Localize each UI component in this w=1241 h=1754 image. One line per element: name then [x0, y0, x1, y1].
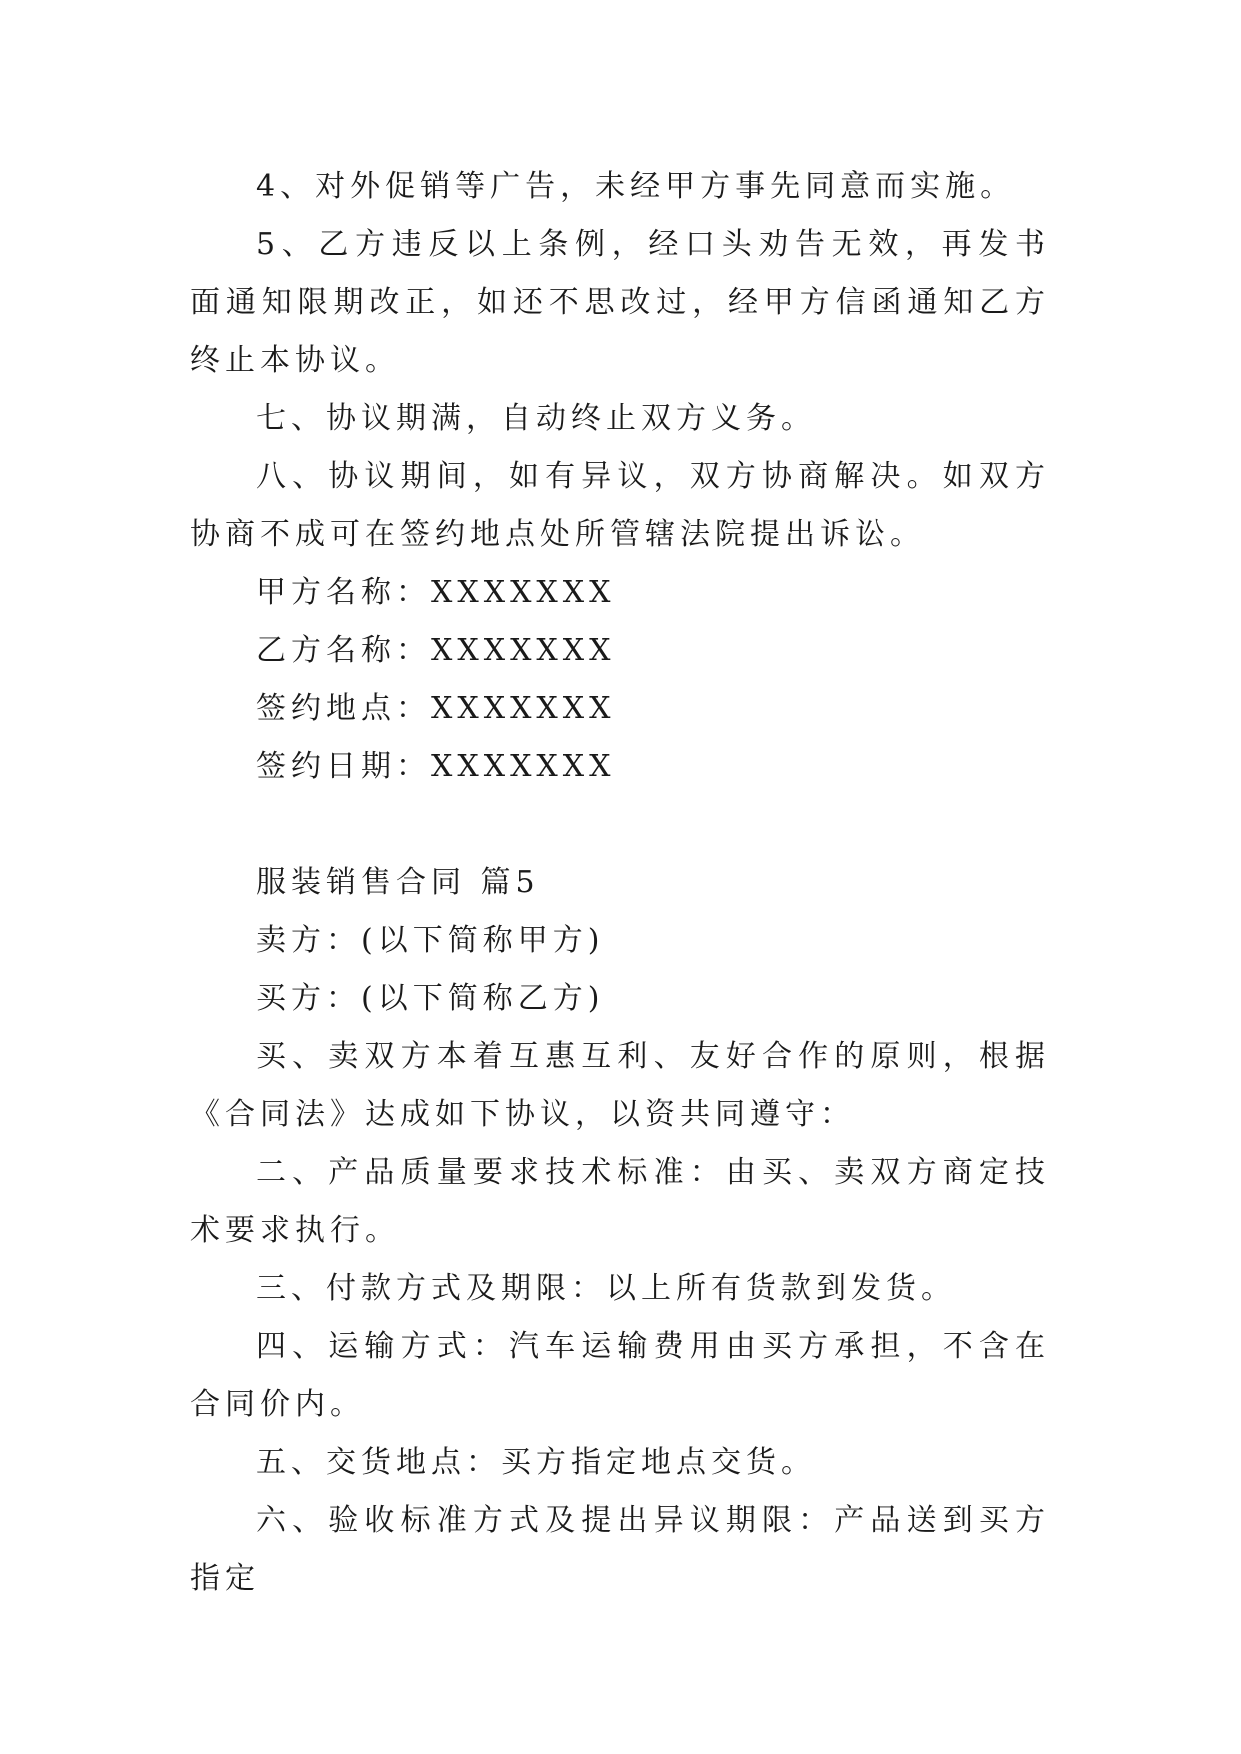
paragraph: 六、验收标准方式及提出异议期限：产品送到买方指定: [190, 1503, 1050, 1596]
document-body: [190, 158, 1050, 1608]
paragraph: 二、产品质量要求技术标准：由买、卖双方商定技术要求执行。: [190, 1155, 1050, 1248]
section-spacer: [190, 796, 1050, 854]
signing-date: 签约日期：XXXXXXX: [256, 749, 616, 784]
paragraph: 五、交货地点：买方指定地点交货。: [256, 1445, 816, 1480]
paragraph: 买、卖双方本着互惠互利、友好合作的原则，根据《合同法》达成如下协议，以资共同遵守：: [190, 1039, 1050, 1132]
section-title: 服装销售合同 篇5: [256, 865, 540, 900]
party-b-name: 乙方名称：XXXXXXX: [256, 633, 616, 668]
paragraph: 4、对外促销等广告，未经甲方事先同意而实施。: [256, 169, 1016, 204]
paragraph: 四、运输方式：汽车运输费用由买方承担，不含在合同价内。: [190, 1329, 1050, 1422]
paragraph: 三、付款方式及期限：以上所有货款到发货。: [256, 1271, 956, 1306]
signing-place: 签约地点：XXXXXXX: [256, 691, 616, 726]
buyer-line: 买方：(以下简称乙方): [256, 981, 605, 1016]
seller-line: 卖方：(以下简称甲方): [256, 923, 605, 958]
party-a-name: 甲方名称：XXXXXXX: [256, 575, 616, 610]
paragraph: 5、乙方违反以上条例，经口头劝告无效，再发书面通知限期改正，如还不思改过，经甲方信函通知乙方终止本协议。: [190, 227, 1050, 378]
paragraph: 八、协议期间，如有异议，双方协商解决。如双方协商不成可在签约地点处所管辖法院提出诉讼。: [190, 459, 1050, 552]
paragraph: 七、协议期满，自动终止双方义务。: [256, 401, 816, 436]
